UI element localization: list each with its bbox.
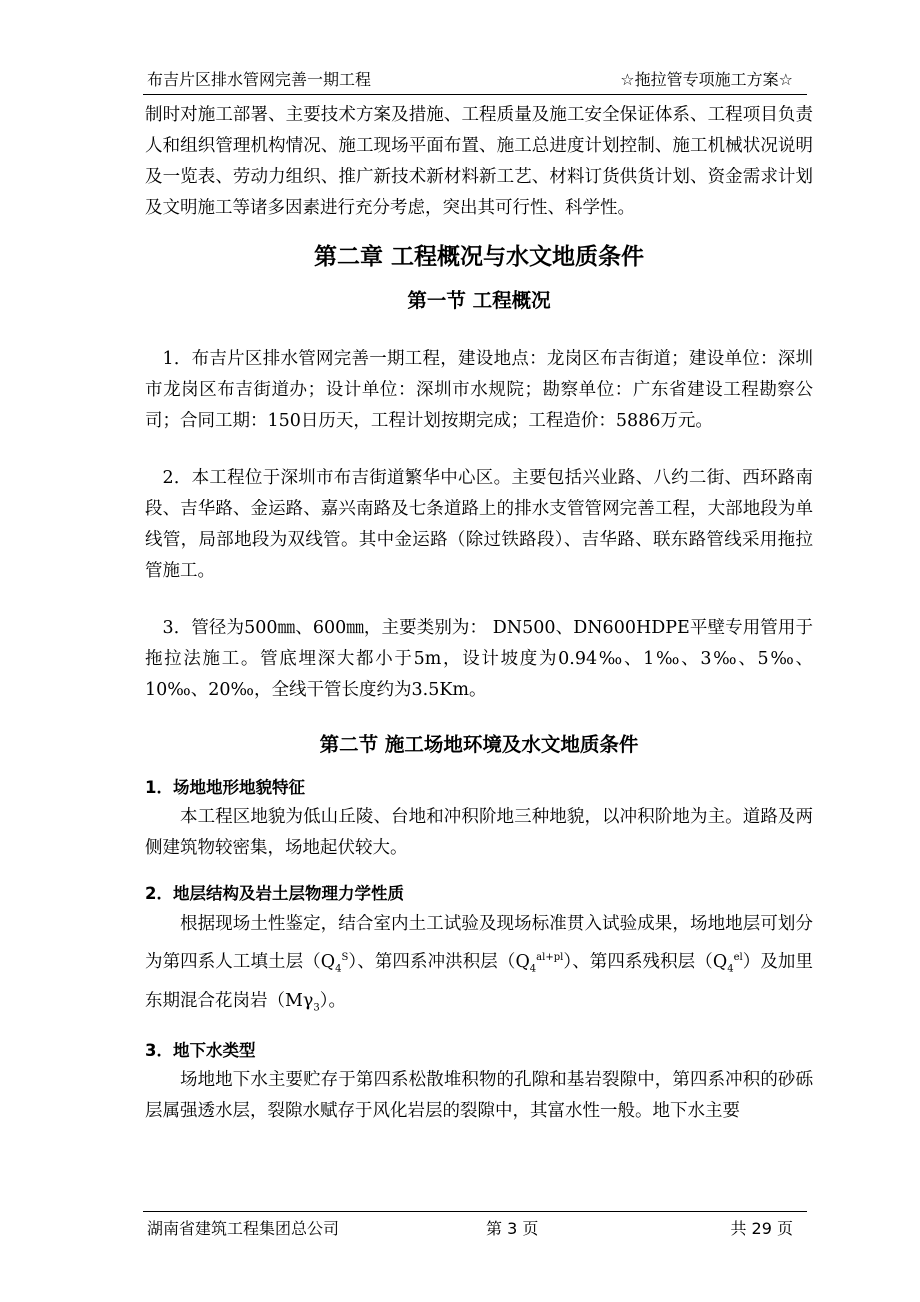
section-1-item-1: 1．布吉片区排水管网完善一期工程，建设地点：龙岗区布吉街道；建设单位：深圳市龙岗区布吉街道办；设计单位：深圳市水规院；勘察单位：广东省建设工程勘察公司；合同工期：150日历天，工程计划按期完成；工程造价：5886万元。: [145, 349, 813, 431]
subsection-2-body: [145, 908, 813, 1025]
page-footer: [143, 1211, 807, 1248]
stratum-q3-superscript: el: [733, 952, 743, 963]
section-1-item-3: 3．管径为500㎜、600㎜，主要类别为： DN500、DN600HDPE平壁专用管用于拖拉法施工。管底埋深大都小于5m，设计坡度为0.94‰、1‰、3‰、5‰、10‰、20‰，全线干管长度约为3.5Km。: [145, 618, 813, 700]
footer-total-pages: 共 29 页: [730, 1219, 793, 1238]
stratum-q2-superscript: al+pl: [536, 952, 564, 963]
chapter-title: 第二章 工程概况与水文地质条件: [313, 244, 644, 270]
section-1-title: 第一节 工程概况: [407, 289, 551, 312]
header-document-title: ☆拖拉管专项施工方案☆: [620, 70, 793, 89]
stratum-q1-subscript: 4: [335, 963, 342, 975]
granite-gamma-subscript: 3: [313, 1002, 320, 1014]
stratum-text-c: ）、第四系残积层（Q: [563, 951, 728, 972]
subsection-2-text: [145, 908, 813, 1025]
subsection-2-title: 2．地层结构及岩土层物理力学性质: [145, 884, 404, 903]
footer-page-number: 第 3 页: [486, 1219, 539, 1238]
header-project-name: 布吉片区排水管网完善一期工程: [147, 70, 372, 89]
intro-paragraph: 制时对施工部署、主要技术方案及措施、工程质量及施工安全保证体系、工程项目负责人和组织管理机构情况、施工现场平面布置、施工总进度计划控制、施工机械状况说明及一览表、劳动力组织、推广新技术新材料新工艺、材料订货供货计划、资金需求计划及文明施工等诸多因素进行充分考虑，突出其可行性、科学性。: [145, 105, 813, 218]
stratum-q2-subscript: 4: [529, 963, 537, 975]
stratum-q1-superscript: S: [341, 952, 349, 963]
page-header: [143, 64, 807, 95]
subsection-3-title: 3．地下水类型: [145, 1040, 256, 1060]
subsection-1-text: 本工程区地貌为低山丘陵、台地和冲积阶地三种地貌，以冲积阶地为主。道路及两侧建筑物较密集，场地起伏较大。: [145, 807, 813, 858]
section-1-item-2: 2．本工程位于深圳市布吉街道繁华中心区。主要包括兴业路、八约二街、西环路南段、吉华路、金运路、嘉兴南路及七条道路上的排水支管管网完善工程，大部地段为单线管，局部地段为双线管。其中金运路（除过铁路段）、吉华路、联东路管线采用拖拉管施工。: [145, 468, 813, 581]
section-2-title: 第二节 施工场地环境及水文地质条件: [319, 733, 639, 756]
footer-company: 湖南省建筑工程集团总公司: [147, 1219, 340, 1238]
subsection-1-title: 1．场地地形地貌特征: [145, 778, 305, 797]
page-content: [145, 100, 813, 1127]
subsection-3-text: 场地地下水主要贮存于第四系松散堆积物的孔隙和基岩裂隙中，第四系冲积的砂砾层属强透水层，裂隙水赋存于风化岩层的裂隙中，其富水性一般。地下水主要: [145, 1069, 813, 1121]
stratum-text-a: 根据现场土性鉴定，结合室内土工试验及现场标准贯入试验成果，场地地层可划分为第四系人工填土层（Q: [145, 914, 813, 972]
stratum-text-b: ）、第四系冲洪积层（Q: [348, 951, 530, 972]
stratum-text-d: ）及加里东期混合花岗岩（Mγ: [145, 951, 813, 1012]
stratum-text-e: ）。: [319, 991, 347, 1012]
stratum-q3-subscript: 4: [727, 963, 734, 975]
